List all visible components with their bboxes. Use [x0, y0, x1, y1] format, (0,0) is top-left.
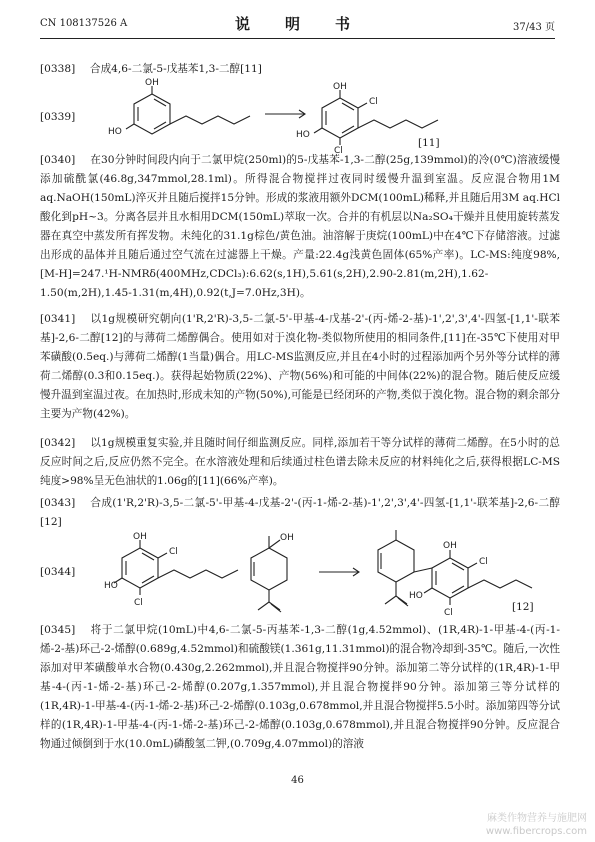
watermark — [486, 812, 587, 838]
paragraph-text: 以1g规模研究朝向(1'R,2'R)-3,5-二氯-5'-甲基-4-戊基-2'-(丙-烯-2-基)-1',2',3',4'-四氢-[1,1'-联苯基]-2,6-二醇[12]的与薄荷二烯醇偶合。使用如对于溴化物-类似物所使用的相同条件,[11]在-35℃下使用对甲苯磺酸(0.5eq.)与薄荷二烯醇(1当量)偶合。用LC-MS监测反应,并且在4小时的过程添加两个另外等分试样的薄荷二烯醇(0.3和0.15eq.)。获得起始物质(22%)、产物(56%)和可能的中间体(22%)的混合物。随后使反应缓慢升温到室温过夜。在加热时,形成未知的产物(50%),可能是已经闭环的产物,类似于溴化物。混合物的剩余部分主要为产物(42%)。 — [40, 313, 560, 420]
atom-oh: OH — [145, 78, 159, 88]
paragraph-text: 将于二氯甲烷(10mL)中4,6-二氯-5-丙基苯-1,3-二醇(1g,4.52mmol)、(1R,4R)-1-甲基-4-(丙-1-烯-2-基)环己-2-烯醇(0.689g,4.52mmol)和硫酸镁(1.361g,11.31mmol)的混合物冷却到-35℃。随后,一次性添加对甲苯磺酸单水合物(0.430g,2.262mmol),并且混合物搅拌90分钟。添加第二等分试样的(1R,4R)-1-甲基-4-(丙-1-烯-2-基)环己-2-烯醇(0.207g,1.357mmol),并且混合物搅拌90分钟。添加第三等分试样的(1R,4R)-1-甲基-4-(丙-1-烯-2-基)环己-2-烯醇(0.103g,0.678mmol,并且混合物搅拌5.5小时。添加第四等分试样的(1R,4R)-1-甲基-4-(丙-1-烯-2-基)环己-2-烯醇(0.103g,0.678mmol),并且混合物搅拌90分钟。反应混合物通过倾倒到于水(10.0mL)磷酸氢二钾,(0.709g,4.07mmol)的溶液 — [40, 624, 560, 750]
paragraph-tag: [0345] — [40, 624, 76, 636]
scheme1-tag: [0339] — [40, 111, 76, 123]
atom-oh: OH — [443, 541, 457, 551]
atom-cl: Cl — [444, 608, 453, 618]
atom-ho: HO — [409, 591, 423, 601]
doc-title: 说 明 书 — [234, 15, 360, 33]
scheme1-reaction — [90, 76, 460, 154]
paragraph-0341 — [40, 310, 560, 424]
scheme2-tag: [0344] — [40, 566, 76, 578]
atom-oh: OH — [280, 533, 294, 543]
page-header — [40, 14, 555, 32]
paragraph-tag: [0340] — [40, 154, 76, 166]
atom-oh: OH — [133, 532, 147, 542]
paragraph-text: 在30分钟时间段内向于二氯甲烷(250ml)的5-戊基苯-1,3-二醇(25g,139mmol)的冷(0℃)溶液缓慢添加硫酰氯(46.8g,347mmol,28.1ml)。所得混合物搅拌过夜同时缓慢升温到室温。反应混合物用1M aq.NaOH(150mL)淬灭并且随后搅拌15分钟。形成的浆液用额外DCM(100mL)稀释,并且随后用3M aq.HCl酸化到pH~3。分离各层并且水相用DCM(150mL)萃取一次。合并的有机层以Na₂SO₄干燥并且使用旋转蒸发器在真空中蒸发所有挥发物。未纯化的31.1g棕色/黄色油。油溶解于庚烷(100mL)中在4℃下存储溶液。过滤出形成的晶体并且随后通过空气流在过滤器上干燥。产量:22.4g浅黄色固体(65%产率)。LC-MS:纯度98%,[M-H]=247.¹H-NMRδ(400MHz,CDCl₃):6.62(s,1H),5.61(s,2H),2.90-2.81(m,2H),1.62-1.50(m,2H),1.45-1.31(m,4H),0.92(t,J=7.0Hz,3H)。 — [40, 154, 560, 299]
paragraph-0342 — [40, 434, 560, 491]
compound-label-11: [11] — [418, 137, 440, 149]
atom-ho: HO — [108, 127, 122, 137]
atom-oh: OH — [333, 82, 347, 92]
paragraph-0345 — [40, 621, 560, 754]
atom-cl: Cl — [369, 97, 378, 107]
paragraph-tag: [0338] — [40, 63, 76, 75]
page-indicator: 37/43 页 — [513, 22, 555, 33]
paragraph-text: 合成(1'R,2'R)-3,5-二氯-5'-甲基-4-戊基-2'-(丙-1-烯-2-基)-1',2',3',4'-四氢-[1,1'-联苯基]-2,6-二醇[12] — [40, 497, 560, 528]
atom-cl: Cl — [134, 598, 143, 608]
atom-cl: Cl — [334, 146, 343, 154]
paragraph-0340 — [40, 151, 560, 303]
paragraph-tag: [0342] — [40, 437, 76, 449]
watermark-line: www.fibercrops.com — [485, 826, 587, 837]
header-rule — [40, 38, 555, 39]
scheme2-reaction — [104, 526, 544, 622]
atom-ho: HO — [104, 581, 118, 591]
compound-label-12: [12] — [512, 601, 534, 613]
doc-number: CN 108137526 A — [40, 18, 128, 29]
watermark-line: 麻类作物营养与施肥网 — [487, 813, 587, 824]
page-number: 46 — [291, 775, 304, 786]
paragraph-tag: [0341] — [40, 313, 76, 325]
atom-ho: HO — [296, 130, 310, 140]
paragraph-text: 合成4,6-二氯-5-戊基苯1,3-二醇[11] — [90, 63, 262, 75]
paragraph-tag: [0343] — [40, 497, 76, 509]
atom-cl: Cl — [169, 547, 178, 557]
atom-cl: Cl — [479, 557, 488, 567]
paragraph-text: 以1g规模重复实验,并且随时间仔细监测反应。同样,添加若干等分试样的薄荷二烯醇。在5小时的总反应时间之后,反应仍然不完全。在水溶液处理和后续通过柱色谱去除未反应的材料纯化之后,获得根据LC-MS纯度>98%呈无色油状的1.06g的[11](66%产率)。 — [40, 437, 560, 487]
